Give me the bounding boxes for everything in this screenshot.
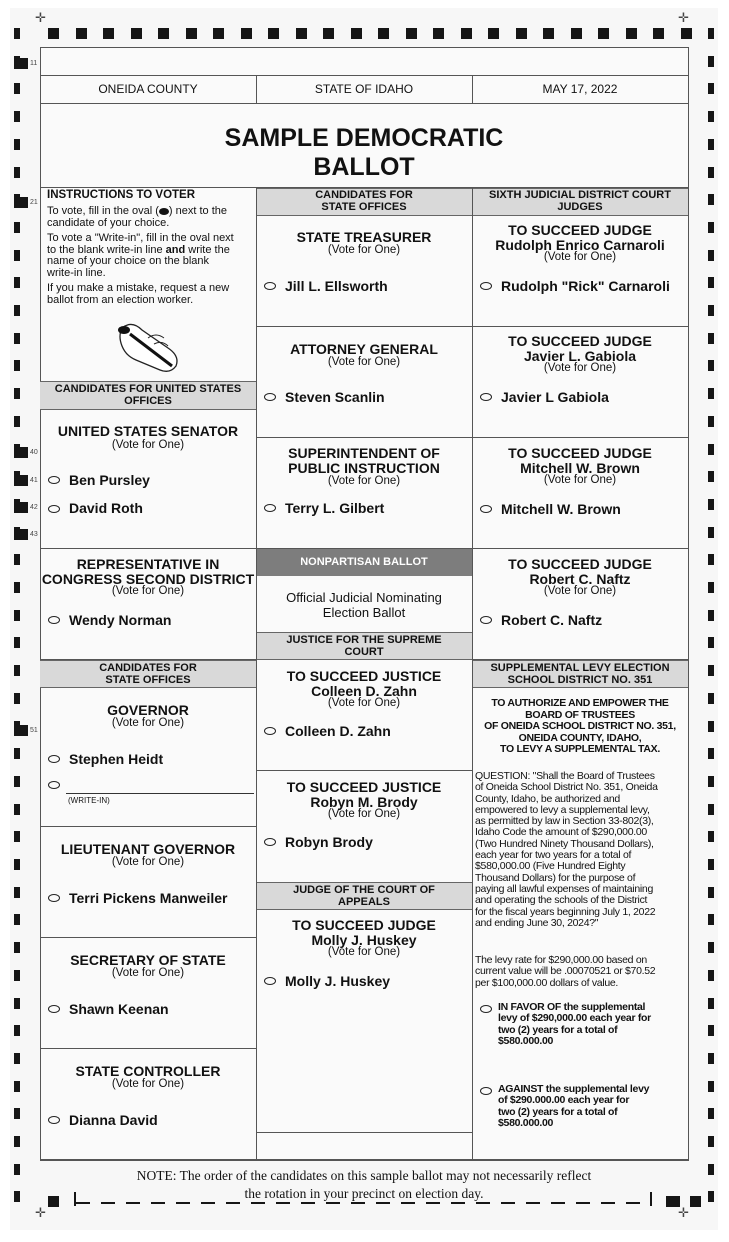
court-of-appeals-header: JUDGE OF THE COURT OF — [293, 884, 435, 896]
timing-mark — [48, 28, 59, 39]
timing-mark — [14, 1191, 20, 1202]
timing-mark — [708, 139, 714, 150]
timing-mark — [14, 804, 20, 815]
secretary-of-state-title: SECRETARY OF STATE — [70, 952, 226, 968]
court-of-appeals-header-line2: APPEALS — [338, 896, 390, 908]
timing-mark — [708, 998, 714, 1009]
levy-rate-text — [475, 955, 655, 989]
timing-mark — [708, 416, 714, 427]
timing-mark — [708, 250, 714, 261]
timing-mark — [653, 28, 664, 39]
timing-mark — [14, 637, 20, 648]
timing-mark — [351, 28, 362, 39]
vote-oval[interactable] — [48, 505, 60, 513]
superintendent-title-line2: PUBLIC INSTRUCTION — [288, 460, 440, 476]
timing-mark — [406, 28, 417, 39]
vote-oval[interactable] — [48, 1116, 60, 1124]
vote-for-one: (Vote for One) — [111, 1078, 185, 1090]
timing-mark — [131, 28, 142, 39]
margin-number: 40 — [30, 449, 38, 456]
vote-oval[interactable] — [264, 838, 276, 846]
timing-mark — [76, 1202, 90, 1204]
registration-crosshair: ✛ — [35, 1205, 46, 1220]
candidate-david-roth[interactable]: David Roth — [69, 500, 143, 516]
levy-question-line: and ending June 30, 2024?" — [475, 916, 599, 929]
rotation-note-line2: the rotation in your precinct on election day. — [244, 1186, 484, 1201]
nonpartisan-header: NONPARTISAN BALLOT — [300, 556, 428, 568]
timing-mark — [226, 1202, 240, 1204]
vote-for-one: (Vote for One) — [543, 362, 617, 374]
timing-mark — [14, 277, 20, 288]
timing-mark — [151, 1202, 165, 1204]
timing-mark — [551, 1202, 565, 1204]
timing-mark — [326, 1202, 340, 1204]
timing-mark — [571, 28, 582, 39]
write-in-oval[interactable] — [48, 781, 60, 789]
timing-mark — [101, 1202, 115, 1204]
ballot-title-line1: SAMPLE DEMOCRATIC — [224, 124, 504, 152]
registration-crosshair: ✛ — [35, 10, 46, 25]
timing-mark — [378, 28, 389, 39]
timing-mark — [708, 721, 714, 732]
timing-mark — [708, 776, 714, 787]
vote-oval[interactable] — [48, 755, 60, 763]
timing-mark — [14, 1053, 20, 1064]
timing-mark — [708, 360, 714, 371]
timing-mark — [241, 28, 252, 39]
candidate-wendy-norman[interactable]: Wendy Norman — [69, 612, 172, 628]
succeed-judge-name: Mitchell W. Brown — [520, 460, 640, 476]
state-controller-title: STATE CONTROLLER — [75, 1063, 221, 1079]
rotation-note: NOTE: The order of the candidates on this sample ballot may not necessarily reflect — [136, 1168, 592, 1183]
lt-governor-title: LIEUTENANT GOVERNOR — [60, 841, 236, 857]
timing-mark — [461, 28, 472, 39]
attorney-general-title: ATTORNEY GENERAL — [290, 341, 438, 357]
vote-oval[interactable] — [264, 977, 276, 985]
timing-mark — [14, 748, 20, 759]
timing-mark — [708, 527, 714, 538]
state-offices-header: CANDIDATES FOR — [315, 189, 413, 201]
levy-against-line: two (2) years for a total of — [498, 1105, 618, 1118]
timing-mark — [14, 111, 20, 122]
vote-for-one: (Vote for One) — [327, 697, 401, 709]
superintendent-title: SUPERINTENDENT OF — [288, 445, 440, 461]
timing-mark — [14, 831, 20, 842]
timing-mark — [14, 502, 28, 513]
hand-marking-pen-icon — [108, 318, 190, 376]
levy-against-line: $580.000.00 — [498, 1116, 554, 1129]
representative-title: REPRESENTATIVE IN — [76, 556, 220, 572]
levy-against-line: AGAINST the supplemental levy — [498, 1083, 650, 1095]
timing-mark — [708, 471, 714, 482]
margin-number: 21 — [30, 199, 38, 206]
timing-mark — [601, 1202, 615, 1204]
timing-mark — [708, 1025, 714, 1036]
succeed-judge-title: TO SUCCEED JUDGE — [508, 222, 652, 238]
timing-mark — [14, 360, 20, 371]
levy-authorization-title: TO AUTHORIZE AND EMPOWER THE BOARD OF TRUSTEES OF ONEIDA SCHOOL DISTRICT NO. 351, ONEIDA COUNTY, IDAHO, TO LEVY A SUPPLEMENTAL TAX. — [484, 697, 676, 755]
timing-mark — [14, 1025, 20, 1036]
timing-mark — [708, 167, 714, 178]
timing-mark — [14, 554, 20, 565]
timing-mark — [14, 693, 20, 704]
representative-title-line2: CONGRESS SECOND DISTRICT — [41, 571, 255, 587]
timing-mark — [501, 1202, 515, 1204]
levy-favor-line: two (2) years for a total of — [498, 1023, 618, 1036]
levy-election-header: SUPPLEMENTAL LEVY ELECTION — [490, 662, 670, 674]
levy-question-line: County, Idaho, be authorized and — [475, 792, 620, 805]
timing-mark — [708, 804, 714, 815]
vote-oval[interactable] — [264, 282, 276, 290]
candidate-robyn-brody[interactable]: Robyn Brody — [285, 834, 373, 850]
us-offices-header-line2: OFFICES — [124, 395, 172, 407]
timing-mark — [176, 1202, 190, 1204]
timing-mark — [708, 748, 714, 759]
candidate-stephen-heidt[interactable]: Stephen Heidt — [69, 751, 164, 767]
timing-mark — [14, 58, 28, 69]
candidate-jill-ellsworth[interactable]: Jill L. Ellsworth — [285, 278, 388, 294]
timing-mark — [14, 725, 28, 736]
vote-for-one: (Vote for One) — [327, 946, 401, 958]
timing-mark — [213, 28, 224, 39]
timing-mark — [708, 1081, 714, 1092]
margin-number: 11 — [30, 60, 38, 67]
timing-mark — [14, 1108, 20, 1119]
levy-question-line: each year for two years for a total of — [475, 849, 632, 862]
timing-mark — [14, 167, 20, 178]
governor-title: GOVERNOR — [107, 702, 189, 718]
levy-favor-line: IN FAVOR OF the supplemental — [498, 1001, 646, 1013]
timing-mark — [476, 1202, 490, 1204]
vote-oval[interactable] — [480, 505, 492, 513]
timing-mark — [708, 222, 714, 233]
timing-mark — [708, 83, 714, 94]
succeed-judge-name: Rudolph Enrico Carnaroli — [495, 237, 665, 253]
timing-mark — [433, 28, 444, 39]
timing-mark — [708, 1164, 714, 1175]
levy-in-favor-option[interactable] — [498, 1002, 651, 1047]
candidate-steven-scanlin[interactable]: Steven Scanlin — [285, 389, 385, 405]
levy-question-line: and operating the schools of the District — [475, 894, 648, 907]
timing-mark — [708, 1108, 714, 1119]
levy-question-line: QUESTION: "Shall the Board of Trustees — [475, 770, 655, 782]
supreme-court-header: JUSTICE FOR THE SUPREME — [286, 634, 442, 646]
timing-mark — [708, 444, 714, 455]
timing-mark — [626, 1202, 640, 1204]
county-label: ONEIDA COUNTY — [98, 82, 198, 96]
timing-mark — [14, 475, 28, 486]
timing-mark — [598, 28, 609, 39]
vote-oval[interactable] — [480, 1087, 492, 1095]
levy-favor-line: levy of $290,000.00 each year for — [498, 1012, 651, 1025]
succeed-judge-name: Javier L. Gabiola — [523, 348, 637, 364]
timing-mark — [76, 28, 87, 39]
levy-question-line: $580,000.00 (Five Hundred Eighty — [475, 860, 626, 873]
timing-mark — [708, 693, 714, 704]
timing-mark — [708, 56, 714, 67]
timing-mark — [268, 28, 279, 39]
vote-for-one: (Vote for One) — [111, 967, 185, 979]
candidate-molly-huskey[interactable]: Molly J. Huskey — [285, 973, 391, 989]
timing-mark — [14, 1164, 20, 1175]
timing-mark — [708, 333, 714, 344]
vote-oval[interactable] — [48, 894, 60, 902]
timing-mark — [14, 388, 20, 399]
timing-mark — [708, 28, 714, 39]
timing-mark — [126, 1202, 140, 1204]
candidate-terry-gilbert[interactable]: Terry L. Gilbert — [285, 500, 385, 516]
timing-mark — [14, 447, 28, 458]
timing-mark — [708, 305, 714, 316]
timing-mark — [14, 665, 20, 676]
registration-crosshair: ✛ — [678, 1205, 689, 1220]
succeed-justice-title: TO SUCCEED JUSTICE — [286, 779, 442, 795]
levy-question-line: of Oneida School District No. 351, Oneida — [475, 781, 658, 794]
succeed-judge-name: Molly J. Huskey — [311, 932, 417, 948]
timing-mark — [14, 333, 20, 344]
vote-oval[interactable] — [264, 727, 276, 735]
timing-mark — [14, 914, 20, 925]
timing-mark — [14, 998, 20, 1009]
vote-oval[interactable] — [264, 504, 276, 512]
timing-mark — [14, 83, 20, 94]
vote-oval[interactable] — [480, 1005, 492, 1013]
succeed-judge-title: TO SUCCEED JUDGE — [508, 445, 652, 461]
succeed-justice-name: Robyn M. Brody — [310, 794, 418, 810]
timing-mark — [708, 1053, 714, 1064]
succeed-justice-title: TO SUCCEED JUSTICE — [286, 668, 442, 684]
write-in-line[interactable] — [66, 793, 254, 794]
timing-mark — [14, 1136, 20, 1147]
timing-mark — [14, 416, 20, 427]
levy-rate-line: current value will be .00070521 or $70.52 — [475, 965, 656, 978]
timing-mark — [708, 1136, 714, 1147]
levy-question-line: empowered to levy a supplemental levy, — [475, 803, 650, 816]
timing-mark — [296, 28, 307, 39]
timing-mark — [708, 831, 714, 842]
timing-mark — [626, 28, 637, 39]
candidate-colleen-zahn[interactable]: Colleen D. Zahn — [285, 723, 391, 739]
candidate-mitchell-brown[interactable]: Mitchell W. Brown — [501, 501, 621, 517]
timing-mark — [14, 610, 20, 621]
official-judicial-label-line2: Election Ballot — [322, 605, 406, 620]
instructions-heading: INSTRUCTIONS TO VOTER — [47, 189, 196, 201]
timing-mark — [14, 197, 28, 208]
filled-oval-icon — [159, 208, 169, 215]
margin-number: 42 — [30, 504, 38, 511]
candidate-ben-pursley[interactable]: Ben Pursley — [69, 472, 150, 488]
timing-mark — [186, 28, 197, 39]
succeed-judge-title: TO SUCCEED JUDGE — [508, 556, 652, 572]
timing-mark — [14, 28, 20, 39]
timing-mark — [708, 637, 714, 648]
levy-question-line: (Two Hundred Ninety Thousand Dollars), — [475, 837, 654, 850]
vote-for-one: (Vote for One) — [111, 856, 185, 868]
timing-mark — [376, 1202, 390, 1204]
timing-mark — [14, 250, 20, 261]
margin-number: 41 — [30, 477, 38, 484]
timing-mark — [158, 28, 169, 39]
timing-mark — [708, 582, 714, 593]
levy-question-line: as permitted by law in Section 33-802(3), — [475, 815, 654, 828]
levy-election-header-line2: SCHOOL DISTRICT NO. 351 — [507, 674, 653, 686]
timing-mark — [323, 28, 334, 39]
vote-oval[interactable] — [264, 393, 276, 401]
vote-oval[interactable] — [48, 1005, 60, 1013]
timing-mark — [14, 529, 28, 540]
timing-mark — [708, 111, 714, 122]
timing-mark — [708, 194, 714, 205]
timing-mark — [708, 914, 714, 925]
levy-rate-line: per $100,000.00 dollars of value. — [475, 976, 619, 989]
timing-mark — [576, 1202, 590, 1204]
candidate-shawn-keenan[interactable]: Shawn Keenan — [69, 1001, 169, 1017]
election-date: MAY 17, 2022 — [542, 82, 618, 96]
timing-mark — [14, 776, 20, 787]
levy-question-text — [475, 771, 658, 929]
candidate-rudolph-carnaroli[interactable]: Rudolph "Rick" Carnaroli — [501, 278, 670, 294]
candidate-robert-naftz[interactable]: Robert C. Naftz — [501, 612, 603, 628]
state-label: STATE OF IDAHO — [314, 82, 414, 96]
timing-mark — [488, 28, 499, 39]
vote-for-one: (Vote for One) — [111, 439, 185, 451]
vote-oval[interactable] — [48, 616, 60, 624]
timing-mark — [276, 1202, 290, 1204]
registration-crosshair: ✛ — [678, 10, 689, 25]
treasurer-title: STATE TREASURER — [296, 229, 432, 245]
candidate-terri-pickens-manweiler[interactable]: Terri Pickens Manweiler — [69, 890, 228, 906]
senator-title: UNITED STATES SENATOR — [57, 423, 239, 439]
vote-for-one: (Vote for One) — [111, 585, 185, 597]
levy-favor-line: $580.000.00 — [498, 1034, 554, 1047]
official-judicial-label: Official Judicial Nominating — [286, 590, 442, 605]
instructions-text: To vote, fill in the oval ( ) next to the candidate of your choice. To vote a "Write-in", fill in the oval next to the blank write-in line and write the name of your choice on the blank write-in line. If you make a mistake, request a new ballot from an election worker. — [47, 205, 234, 306]
timing-mark — [690, 1196, 701, 1207]
timing-mark — [103, 28, 114, 39]
supreme-court-header-line2: COURT — [344, 646, 384, 658]
timing-mark — [14, 887, 20, 898]
timing-mark — [14, 859, 20, 870]
timing-mark — [14, 139, 20, 150]
state-offices-header-line2: STATE OFFICES — [105, 674, 191, 686]
candidate-javier-gabiola[interactable]: Javier L Gabiola — [501, 389, 609, 405]
timing-mark — [351, 1202, 365, 1204]
succeed-justice-name: Colleen D. Zahn — [311, 683, 417, 699]
levy-rate-line: The levy rate for $290,000.00 based on — [475, 954, 647, 966]
vote-oval[interactable] — [48, 476, 60, 484]
succeed-judge-title: TO SUCCEED JUDGE — [508, 333, 652, 349]
timing-mark — [708, 554, 714, 565]
timing-mark — [14, 970, 20, 981]
timing-mark — [708, 277, 714, 288]
vote-for-one: (Vote for One) — [327, 244, 401, 256]
timing-mark — [708, 610, 714, 621]
vote-for-one: (Vote for One) — [543, 474, 617, 486]
vote-oval[interactable] — [480, 282, 492, 290]
timing-mark — [708, 388, 714, 399]
timing-mark — [708, 499, 714, 510]
levy-against-line: of $290.000.00 each year for — [498, 1094, 630, 1107]
timing-mark — [708, 942, 714, 953]
levy-question-line: for the fiscal years beginning July 1, 2022 — [475, 905, 656, 918]
timing-mark — [516, 28, 527, 39]
vote-for-one: (Vote for One) — [327, 356, 401, 368]
vote-oval[interactable] — [480, 393, 492, 401]
margin-number: 51 — [30, 727, 38, 734]
vote-for-one: (Vote for One) — [543, 585, 617, 597]
timing-mark — [543, 28, 554, 39]
levy-question-line: Thousand Dollars) for the purpose of — [475, 871, 636, 884]
state-offices-header-line2: STATE OFFICES — [321, 201, 407, 213]
timing-mark — [708, 1191, 714, 1202]
timing-mark — [681, 28, 692, 39]
levy-question-line: paying all lawful expenses of maintaining — [475, 882, 653, 895]
timing-mark — [14, 942, 20, 953]
timing-mark — [301, 1202, 315, 1204]
vote-oval[interactable] — [480, 616, 492, 624]
vote-for-one: (Vote for One) — [543, 251, 617, 263]
timing-mark — [708, 970, 714, 981]
levy-against-option[interactable] — [498, 1084, 649, 1129]
vote-for-one: (Vote for One) — [111, 717, 185, 729]
levy-question-line: Idaho Code the amount of $290,000.00 — [475, 826, 647, 839]
candidate-dianna-david[interactable]: Dianna David — [69, 1112, 158, 1128]
us-offices-header: CANDIDATES FOR UNITED STATES — [54, 383, 242, 395]
vote-for-one: (Vote for One) — [327, 475, 401, 487]
timing-mark — [401, 1202, 415, 1204]
ballot-title-line2: BALLOT — [313, 153, 415, 181]
timing-mark — [708, 887, 714, 898]
timing-mark — [526, 1202, 540, 1204]
timing-mark — [14, 222, 20, 233]
timing-mark — [14, 1081, 20, 1092]
succeed-judge-title: TO SUCCEED JUDGE — [292, 917, 436, 933]
succeed-judge-name: Robert C. Naftz — [529, 571, 631, 587]
write-in-label: (WRITE-IN) — [68, 796, 110, 805]
timing-mark — [14, 305, 20, 316]
timing-mark — [14, 582, 20, 593]
timing-mark — [251, 1202, 265, 1204]
vote-for-one: (Vote for One) — [327, 808, 401, 820]
district-court-header: SIXTH JUDICIAL DISTRICT COURT — [489, 189, 671, 201]
timing-mark — [201, 1202, 215, 1204]
timing-mark — [708, 859, 714, 870]
state-offices-header: CANDIDATES FOR — [99, 662, 197, 674]
timing-mark — [708, 665, 714, 676]
district-court-header-line2: JUDGES — [557, 201, 603, 213]
margin-number: 43 — [30, 531, 38, 538]
timing-mark — [426, 1202, 440, 1204]
timing-mark — [451, 1202, 465, 1204]
